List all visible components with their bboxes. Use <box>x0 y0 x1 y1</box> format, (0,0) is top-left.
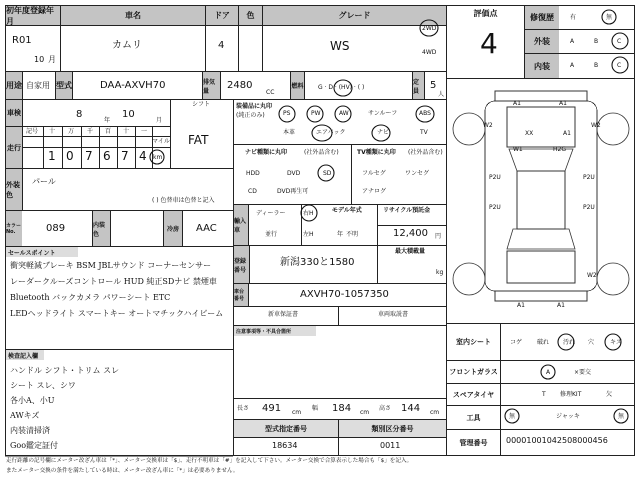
cc-unit: CC <box>266 89 275 96</box>
inspection-header: 車検 <box>6 100 22 126</box>
length-label: 長さ <box>237 405 250 412</box>
damage-mark: W2 <box>587 272 597 279</box>
score-value: 4 <box>480 27 498 60</box>
damage-mark: H2G <box>553 146 566 153</box>
inspection-year: 8 <box>76 109 83 120</box>
recycle-label: リサイクル預託金 <box>383 207 431 214</box>
wheel-rear-right <box>597 263 629 295</box>
rear-window <box>507 229 575 249</box>
import-parallel: 並行 <box>265 231 278 238</box>
mileage-unit-label: 千 <box>87 128 94 135</box>
damage-mark: P2U <box>583 204 595 211</box>
damage-mark: A1 <box>559 100 567 107</box>
mileage-digit: 7 <box>85 149 93 163</box>
glass-header: フロントガラス <box>449 368 498 376</box>
damage-mark: P2U <box>583 174 595 181</box>
fuel-options: G · D · (HV) · ( ) <box>318 84 365 91</box>
damage-mark: A1 <box>517 302 525 309</box>
model-year-unknown: 不明 <box>346 231 359 238</box>
height-unit: cm <box>430 409 440 416</box>
seat-opt-yabure: 破れ <box>537 339 550 346</box>
equip-sunroof: サンルーフ <box>368 110 398 117</box>
inspection-year-unit: 年 <box>104 117 111 124</box>
model-year-unit: 年 <box>337 231 344 238</box>
nav-dvd: DVD <box>287 170 301 177</box>
exterior-color-value: パール <box>32 177 56 186</box>
name-header: 車名 <box>61 6 205 25</box>
import-dealer: ディーラー <box>256 210 286 217</box>
equip-pw: PW <box>311 110 321 117</box>
class-no-header: 類別区分番号 <box>339 420 446 437</box>
mile-label: マイル <box>152 138 170 145</box>
height-label: 高さ <box>379 405 392 412</box>
mileage-digit: 4 <box>139 149 147 163</box>
max-load-label: 最大積載量 <box>395 248 426 255</box>
mgmt-header: 管理番号 <box>459 438 488 447</box>
first-reg-month-unit: 月 <box>48 55 56 64</box>
width-value: 184 <box>332 403 352 414</box>
spare-opt-missing: 欠 <box>606 391 613 398</box>
displacement-header: 排気量 <box>203 72 220 99</box>
interior-color-header: 内装色 <box>93 211 110 246</box>
int-grade-a: A <box>570 62 575 69</box>
import-header: 輸入車 <box>234 205 248 245</box>
import-steer-right: 右H <box>303 210 314 217</box>
first-reg-month: 10 <box>34 55 45 64</box>
damage-mark: P2U <box>489 174 501 181</box>
seat-opt-koge: コゲ <box>510 339 523 346</box>
glass-opt-replace: ×要交 <box>574 369 592 376</box>
sales-line: LEDヘッドライト スマートキー オートマチックハイビーム <box>10 309 224 318</box>
model-value: DAA-AXVH70 <box>100 80 166 91</box>
nav-cd: CD <box>248 188 257 195</box>
int-grade-c: C <box>617 62 622 69</box>
displacement-value: 2480 <box>227 80 253 91</box>
exterior-color-note: ( ) 色替車は色替と記入 <box>152 197 215 204</box>
seat-opt-yogore: 汚れ <box>563 339 576 346</box>
width-label: 幅 <box>312 405 319 412</box>
warranty-book: 新車保証書 <box>268 311 299 318</box>
damage-mark: W2 <box>591 122 601 129</box>
insp-note-line: 各小A、小U <box>10 396 55 405</box>
equip-navi: ナビ <box>377 129 390 136</box>
mileage-digit: 1 <box>48 149 56 163</box>
seat-opt-kizu: キズ <box>610 339 622 346</box>
capacity-unit: 人 <box>438 91 445 98</box>
car-name: カムリ <box>112 40 142 51</box>
purpose-value: 自家用 <box>26 81 50 90</box>
spare-opt-t: T <box>542 391 546 398</box>
length-unit: cm <box>292 409 302 416</box>
repair-header: 修復歴 <box>525 6 559 29</box>
ext-grade-a: A <box>570 38 575 45</box>
length-value: 491 <box>262 403 282 414</box>
max-load-unit: kg <box>436 269 444 276</box>
registration-header: 登録番号 <box>234 246 249 283</box>
inspection-month-unit: 月 <box>156 117 163 124</box>
mileage-unit-label: 百 <box>105 128 112 135</box>
import-steer-left: 左H <box>303 231 314 238</box>
mileage-digit: 0 <box>66 149 74 163</box>
tv-type-label: TV種類に丸印 <box>357 149 396 156</box>
drive-2wd: 2WD <box>422 25 437 32</box>
damage-mark: W1 <box>513 146 523 153</box>
ext-grade-b: B <box>594 38 599 45</box>
color-no-header: カラーNo. <box>6 211 22 246</box>
mileage-header: 走行 <box>6 127 22 168</box>
nav-sd: SD <box>323 170 332 177</box>
sales-line: Bluetooth バックカメラ パワーシート ETC <box>10 293 171 302</box>
spare-header: スペアタイヤ <box>452 390 495 399</box>
seat-header: 室内シート <box>456 338 491 346</box>
footer-note-2: またメーター交換の条件を満たしている時は、メーター改ざん車に「*」は必要ありません。 <box>6 468 239 474</box>
equip-leather: 本革 <box>283 129 296 136</box>
car-damage-diagram <box>447 79 635 323</box>
jack-value: 無 <box>618 413 625 420</box>
insp-note-line: シート スレ、シワ <box>10 381 76 390</box>
manual-book: 車両取説書 <box>378 311 409 318</box>
car-body-outline <box>485 101 597 291</box>
mileage-unit-label: 十 <box>123 128 130 135</box>
jack-label: ジャッキ <box>556 413 580 420</box>
caution-header: 注意事項等・不具合箇所 <box>234 326 316 336</box>
damage-mark: P2U <box>489 204 501 211</box>
purpose-header: 用途 <box>6 72 22 99</box>
ext-grade-c: C <box>617 38 622 45</box>
mileage-unit-label: 一 <box>141 128 148 135</box>
footer-note-1: 走行距離の記号欄にメーター改ざん車は「*」、メーター交換車は「$」、走行不明車は「#」を記入して下さい。メーター交換で合算表示した場合も「$」を記入。 <box>6 458 413 464</box>
insp-note-line: Goo鑑定証付 <box>10 441 59 450</box>
nav-type-label: ナビ種類に丸印 <box>245 149 288 156</box>
nav-hdd: HDD <box>246 170 260 177</box>
registration-value: 新潟330と1580 <box>280 257 355 268</box>
doors-header: ドア <box>206 6 238 25</box>
wheel-front-right <box>597 113 629 145</box>
repair-yes: 有 <box>570 14 577 21</box>
insp-note-line: AWキズ <box>10 411 40 420</box>
drive-4wd: 4WD <box>422 49 437 56</box>
rear-bumper <box>495 291 587 301</box>
first-reg-era: R01 <box>12 35 32 46</box>
trunk <box>507 251 575 283</box>
color-no-value: 089 <box>46 223 66 234</box>
mileage-digit: 6 <box>103 149 111 163</box>
hood <box>507 107 575 147</box>
height-value: 144 <box>401 403 421 414</box>
equipment-label: 装備品に丸印 <box>236 103 273 110</box>
chassis-value: AXVH70-1057350 <box>300 289 389 300</box>
model-year-label: モデル年式 <box>332 207 362 214</box>
equip-ps: PS <box>283 110 291 117</box>
fuel-header: 燃料 <box>291 72 304 99</box>
tv-analog: アナログ <box>362 188 387 195</box>
int-grade-b: B <box>594 62 599 69</box>
interior-header: 内装 <box>525 54 559 78</box>
seat-opt-ana: 穴 <box>588 339 595 346</box>
tv-type-sub: (社外品含む) <box>408 149 443 156</box>
width-unit: cm <box>360 409 370 416</box>
capacity-header: 定員 <box>413 72 424 99</box>
ac-value: AAC <box>196 223 217 234</box>
type-no-value: 18634 <box>272 441 298 450</box>
tv-oneseg: ワンセグ <box>405 170 430 177</box>
insp-note-line: 内装清掃済 <box>10 426 50 435</box>
damage-mark: A1 <box>563 130 571 137</box>
score-header: 評価点 <box>473 8 498 18</box>
recycle-value: 12,400 <box>393 228 428 239</box>
class-no-value: 0011 <box>380 441 401 450</box>
equipment-sub: (純正のみ) <box>236 112 265 119</box>
repair-no: 無 <box>606 14 613 21</box>
km-label: km <box>153 154 163 161</box>
spare-opt-kit: 修理KIT <box>560 391 582 398</box>
tools-header: 工具 <box>466 413 481 422</box>
tools-value: 無 <box>509 413 516 420</box>
chassis-header: 車台番号 <box>234 284 248 306</box>
grade-header: グレード <box>263 6 446 25</box>
wheel-front-left <box>453 113 485 145</box>
nav-dvd-play: DVD再生可 <box>277 188 309 195</box>
damage-mark: A1 <box>513 100 521 107</box>
mileage-unit-label: 十 <box>49 128 56 135</box>
insp-notes-header: 検査記入欄 <box>6 350 44 360</box>
tv-fullseg: フルセグ <box>362 170 386 177</box>
mileage-unit-label: 記号 <box>26 128 39 135</box>
mgmt-value: 00001001042508000456 <box>506 436 608 445</box>
sales-line: 衝突軽減ブレーキ BSM JBLサウンド コーナーセンサー <box>10 261 212 270</box>
first-reg-header: 初年度登録年月 <box>6 6 60 25</box>
equip-abs: ABS <box>419 110 431 117</box>
damage-mark: A1 <box>557 302 565 309</box>
mileage-unit-label: 万 <box>68 128 75 135</box>
color-header: 色 <box>239 6 262 25</box>
equip-aw: AW <box>339 110 349 117</box>
capacity-value: 5 <box>430 80 437 91</box>
wheel-rear-left <box>453 263 485 295</box>
roof <box>517 171 565 229</box>
glass-opt-a: A <box>546 369 551 376</box>
front-bumper <box>495 91 587 101</box>
door-count: 4 <box>218 40 225 51</box>
exterior-header: 外装 <box>525 30 559 53</box>
nav-type-sub: (社外品含む) <box>304 149 339 156</box>
mileage-digit: 7 <box>121 149 129 163</box>
damage-mark: W2 <box>483 122 493 129</box>
shift-label: シフト <box>192 101 211 108</box>
grade-value: WS <box>330 39 350 53</box>
insp-note-line: ハンドル シフト・トリム スレ <box>10 366 120 375</box>
equip-tv: TV <box>420 129 428 136</box>
exterior-color-header: 外装色 <box>6 169 22 210</box>
type-no-header: 型式指定番号 <box>234 420 338 437</box>
sales-line: レーダークルーズコントロール HUD 純正SDナビ 禁煙車 <box>10 277 217 286</box>
damage-mark: XX <box>525 130 534 137</box>
recycle-yen: 円 <box>435 233 442 240</box>
inspection-month: 10 <box>122 109 135 120</box>
ac-header: 冷房 <box>164 211 182 246</box>
equip-airbag: エアバック <box>316 129 346 136</box>
shift-value: FAT <box>188 133 209 147</box>
model-header: 型式 <box>56 72 72 99</box>
sales-header: セールスポイント <box>6 247 78 257</box>
